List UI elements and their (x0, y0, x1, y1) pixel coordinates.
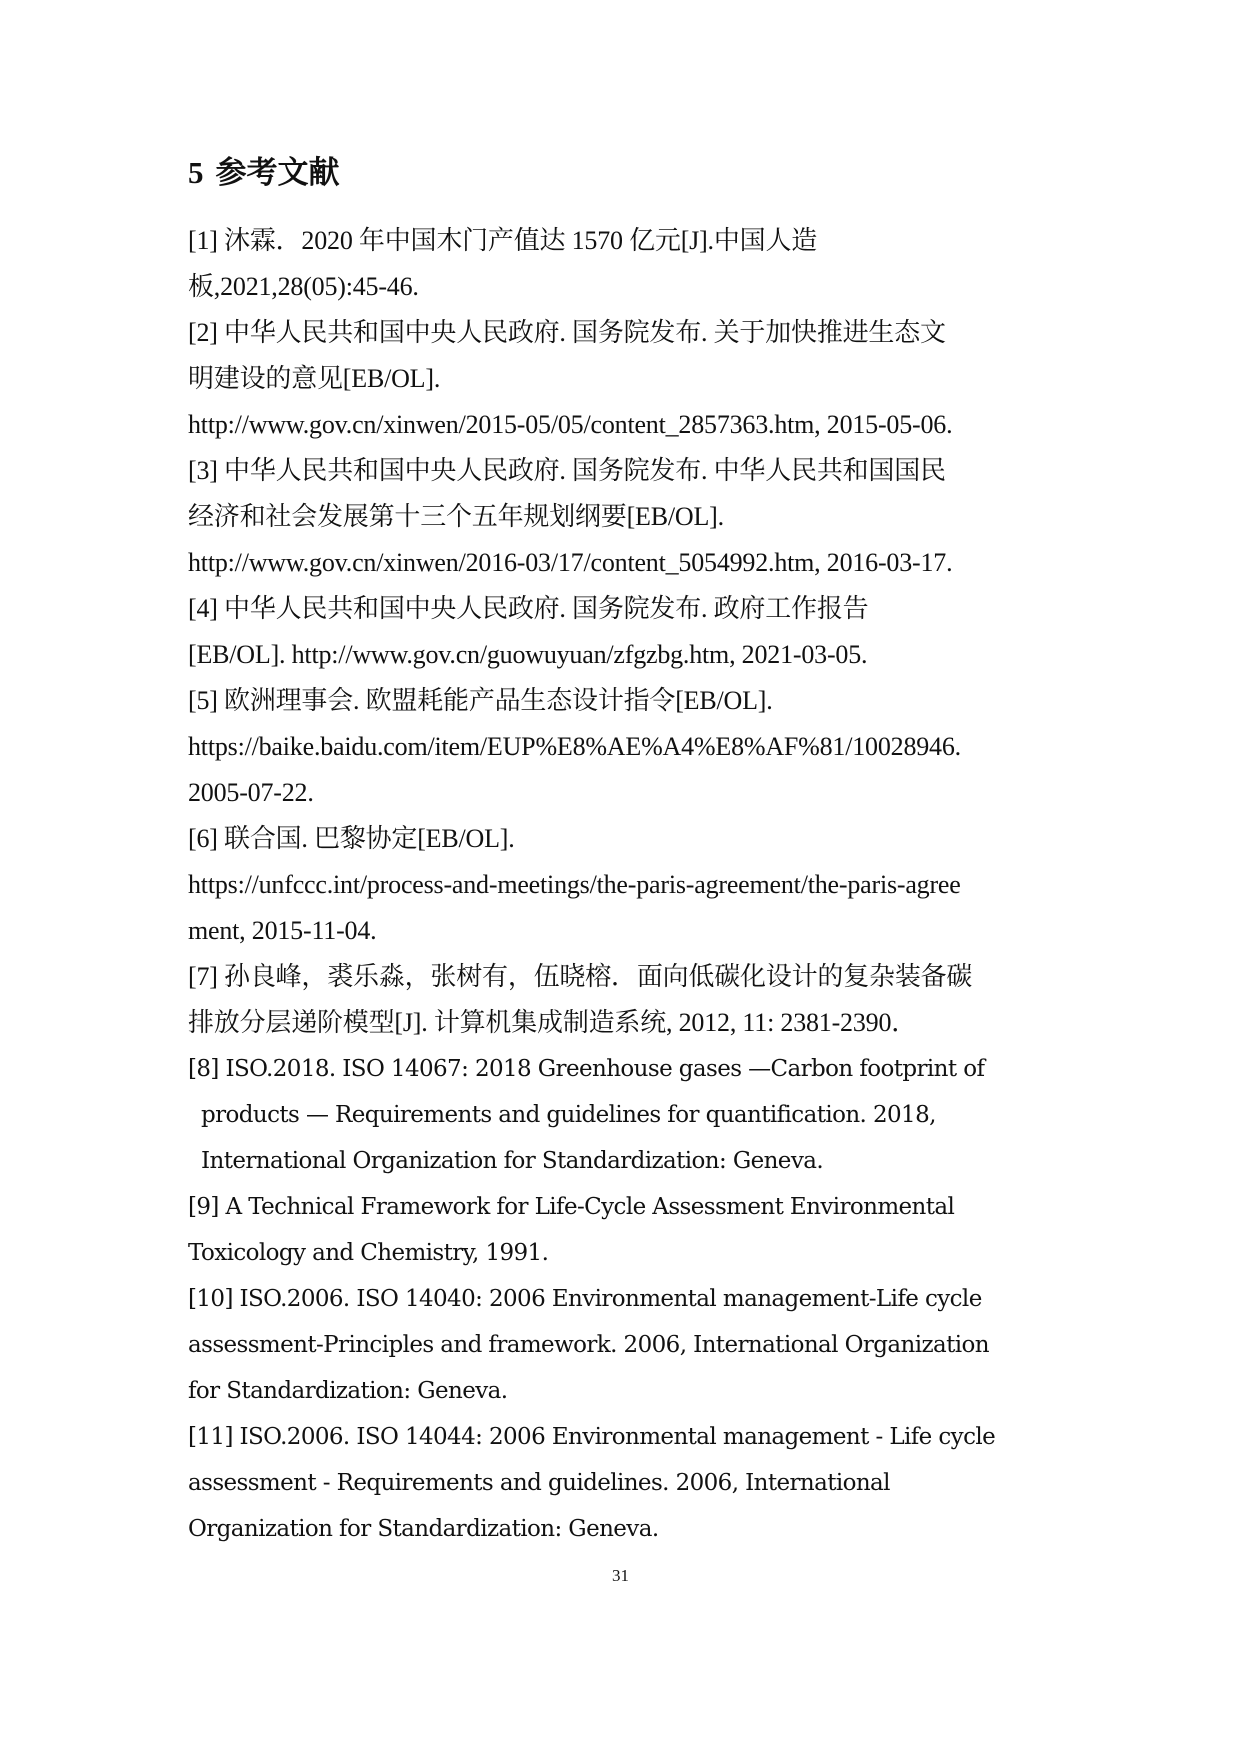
reference-line: [6] 联合国. 巴黎协定[EB/OL]. (188, 824, 515, 853)
reference-line: [3] 中华人民共和国中央人民政府. 国务院发布. 中华人民共和国国民 (188, 456, 946, 485)
reference-url: http://www.gov.cn/xinwen/2015-05/05/content_2857363.htm, 2015-05-06. (188, 410, 953, 439)
reference-line: [7] 孙良峰，裘乐淼，张树有，伍晓榕．面向低碳化设计的复杂装备碳 (188, 962, 973, 991)
reference-line: 排放分层递阶模型[J]. 计算机集成制造系统, 2012, 11: 2381-2390． (188, 1008, 918, 1037)
reference-item (188, 448, 1088, 586)
reference-line: ment, 2015-11-04. (188, 916, 377, 945)
reference-line: International Organization for Standardization: Geneva. (201, 1148, 824, 1174)
reference-url: https://baike.baidu.com/item/EUP%E8%AE%A4%E8%AF%81/10028946. (188, 732, 961, 761)
reference-line: [5] 欧洲理事会. 欧盟耗能产品生态设计指令[EB/OL]. (188, 686, 773, 715)
reference-item (188, 310, 1088, 448)
reference-item (188, 218, 1088, 310)
reference-item (188, 816, 1088, 954)
reference-line: 板,2021,28(05):45-46. (188, 272, 419, 301)
reference-line: Organization for Standardization: Geneva. (188, 1516, 659, 1542)
reference-line: 明建设的意见[EB/OL]. (188, 364, 441, 393)
reference-line: [10] ISO.2006. ISO 14040: 2006 Environmental management-Life cycle (188, 1286, 982, 1312)
reference-line: [8] ISO.2018. ISO 14067: 2018 Greenhouse gases —Carbon footprint of (188, 1056, 985, 1082)
reference-line: 经济和社会发展第十三个五年规划纲要[EB/OL]. (188, 502, 724, 531)
reference-url: [EB/OL]. http://www.gov.cn/guowuyuan/zfgzbg.htm, 2021-03-05. (188, 640, 868, 669)
reference-line: for Standardization: Geneva. (188, 1378, 508, 1404)
reference-url: https://unfccc.int/process-and-meetings/the-paris-agreement/the-paris-agree (188, 870, 961, 899)
reference-item (188, 678, 1088, 816)
section-title: 参考文献 (215, 155, 340, 190)
reference-line: assessment-Principles and framework. 2006, International Organization (188, 1332, 989, 1358)
reference-line: assessment - Requirements and guidelines. 2006, International (188, 1470, 890, 1496)
reference-line: [4] 中华人民共和国中央人民政府. 国务院发布. 政府工作报告 (188, 594, 869, 623)
section-heading (188, 153, 340, 193)
reference-line: Toxicology and Chemistry, 1991. (188, 1240, 549, 1266)
reference-item (188, 1414, 1088, 1552)
reference-item (188, 586, 1088, 678)
reference-line: [2] 中华人民共和国中央人民政府. 国务院发布. 关于加快推进生态文 (188, 318, 946, 347)
reference-line: [1] 沐霖．2020 年中国木门产值达 1570 亿元[J].中国人造 (188, 226, 818, 255)
reference-line: 2005-07-22. (188, 778, 314, 807)
reference-item (188, 1184, 1088, 1276)
reference-line: products — Requirements and guidelines for quantification. 2018, (201, 1102, 936, 1128)
reference-item (188, 1276, 1088, 1414)
reference-item (188, 1046, 1088, 1184)
reference-url: http://www.gov.cn/xinwen/2016-03/17/content_5054992.htm, 2016-03-17. (188, 548, 953, 577)
reference-item (188, 954, 1088, 1046)
reference-line: [11] ISO.2006. ISO 14044: 2006 Environmental management - Life cycle (188, 1424, 996, 1450)
section-number: 5 (188, 155, 204, 190)
page-number: 31 (612, 1566, 629, 1585)
reference-line: [9] A Technical Framework for Life-Cycle Assessment Environmental (188, 1194, 955, 1220)
reference-list (188, 218, 1088, 1552)
